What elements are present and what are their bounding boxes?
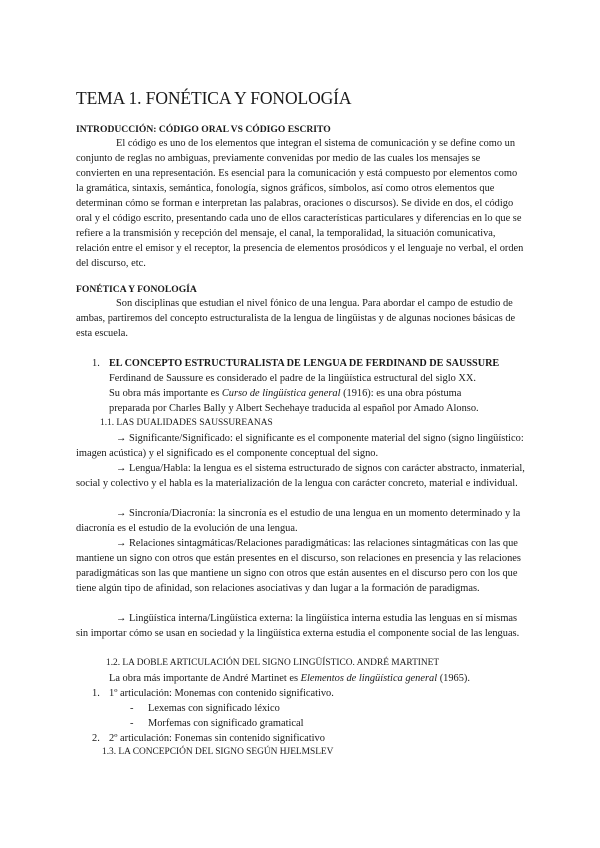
subsection-dualidades: 1.1. LAS DUALIDADES SAUSSUREANAS	[100, 418, 273, 428]
saussure-line-2: Su obra más importante es Curso de lingüística general (1916): es una obra póstuma	[109, 388, 462, 399]
bullet-dash: -	[130, 703, 134, 714]
saussure-line-3: preparada por Charles Bally y Albert Sechehaye traducida al español por Amado Alonso.	[109, 403, 479, 414]
dualidad-lengua-habla: → Lengua/Habla: la lengua es el sistema estructurado de signos con carácter abstracto, inmaterial, social y colectivo y el habla es la materialización de la lengua con carácter concreto, material e individual.	[76, 463, 525, 489]
saussure-heading: EL CONCEPTO ESTRUCTURALISTA DE LENGUA DE FERDINAND DE SAUSSURE	[109, 358, 500, 369]
subsection-hjelmslev: 1.3. LA CONCEPCIÓN DEL SIGNO SEGÚN HJELMSLEV	[102, 747, 334, 757]
dualidad-significante: → Significante/Significado: el significante es el componente material del signo (signo lingüístico: imagen acústica) y el significado es el componente conceptual del signo.	[76, 433, 524, 459]
subsection-doble-articulacion: 1.2. LA DOBLE ARTICULACIÓN DEL SIGNO LINGÜÍSTICO. ANDRÉ MARTINET	[106, 658, 440, 668]
articulacion-1-item-2: Morfemas con significado gramatical	[148, 718, 304, 729]
intro-heading: INTRODUCCIÓN: CÓDIGO ORAL VS CÓDIGO ESCRITO	[76, 124, 331, 135]
dualidad-linguistica: → Lingüística interna/Lingüística externa: la lingüística interna estudia las lenguas en sí mismas sin importar cómo se usan en sociedad y la lingüística externa estudia el componente social de las lenguas.	[76, 613, 520, 639]
intro-paragraph: El código es uno de los elementos que integran el sistema de comunicación y se define como un conjunto de reglas no ambiguas, previamente convenidas por medio de las cuales los mensajes se convierten en una representación. Es esencial para la comunicación y está compuesto por elementos como la gramática, sintaxis, semántica, fonología, signos gráficos, símbolos, así como otros elementos que determinan cómo se forman e interpretan las palabras, oraciones o discursos). Se divide en dos, el código oral y el código escrito, presentando cada uno de ellos características particulares y diferencias en lo que se refiere a la transmisión y recepción del mensaje, el canal, la temporalidad, la situación comunicativa, relación entre el emisor y el receptor, la presencia de elementos prosódicos y el lenguaje no verbal, el orden del discurso, etc.	[76, 138, 524, 269]
section-number: 1.	[92, 358, 100, 369]
dualidad-sincronia: → Sincronía/Diacronía: la sincronía es el estudio de una lengua en un momento determinado y la diacronía es el estudio de la evolución de una lengua.	[76, 508, 521, 534]
bullet-dash: -	[130, 718, 134, 729]
articulacion-2-number: 2.	[92, 733, 100, 744]
document-title: TEMA 1. FONÉTICA Y FONOLOGÍA	[76, 88, 352, 108]
saussure-section	[76, 356, 536, 756]
fonetica-heading: FONÉTICA Y FONOLOGÍA	[76, 284, 197, 295]
articulacion-1-item-1: Lexemas con significado léxico	[148, 703, 280, 714]
fonetica-paragraph: Son disciplinas que estudian el nivel fónico de una lengua. Para abordar el campo de estudio de ambas, partiremos del concepto estructuralista de la lengua de lingüistas y de algunas nociones básicas de esta escuela.	[76, 298, 516, 339]
saussure-line-1: Ferdinand de Saussure es considerado el padre de la lingüística estructural del siglo XX.	[109, 373, 477, 384]
articulacion-1-label: 1º articulación: Monemas con contenido significativo.	[109, 688, 334, 699]
articulacion-1-number: 1.	[92, 688, 100, 699]
dualidad-relaciones: → Relaciones sintagmáticas/Relaciones paradigmáticas: las relaciones sintagmáticas con las que mantiene un signo con otros que están presentes en el discurso, son relaciones en presencia y las relaciones paradigmáticas son las que mantiene un signo con otros que están ausentes en el discurso pero con los que tiene algún tipo de afinidad, son relaciones asociativas y dan lugar a la formación de paradigmas.	[76, 538, 521, 594]
martinet-line: La obra más importante de André Martinet es Elementos de lingüística general (1965).	[109, 673, 470, 684]
articulacion-2-label: 2º articulación: Fonemas sin contenido significativo	[109, 733, 325, 744]
